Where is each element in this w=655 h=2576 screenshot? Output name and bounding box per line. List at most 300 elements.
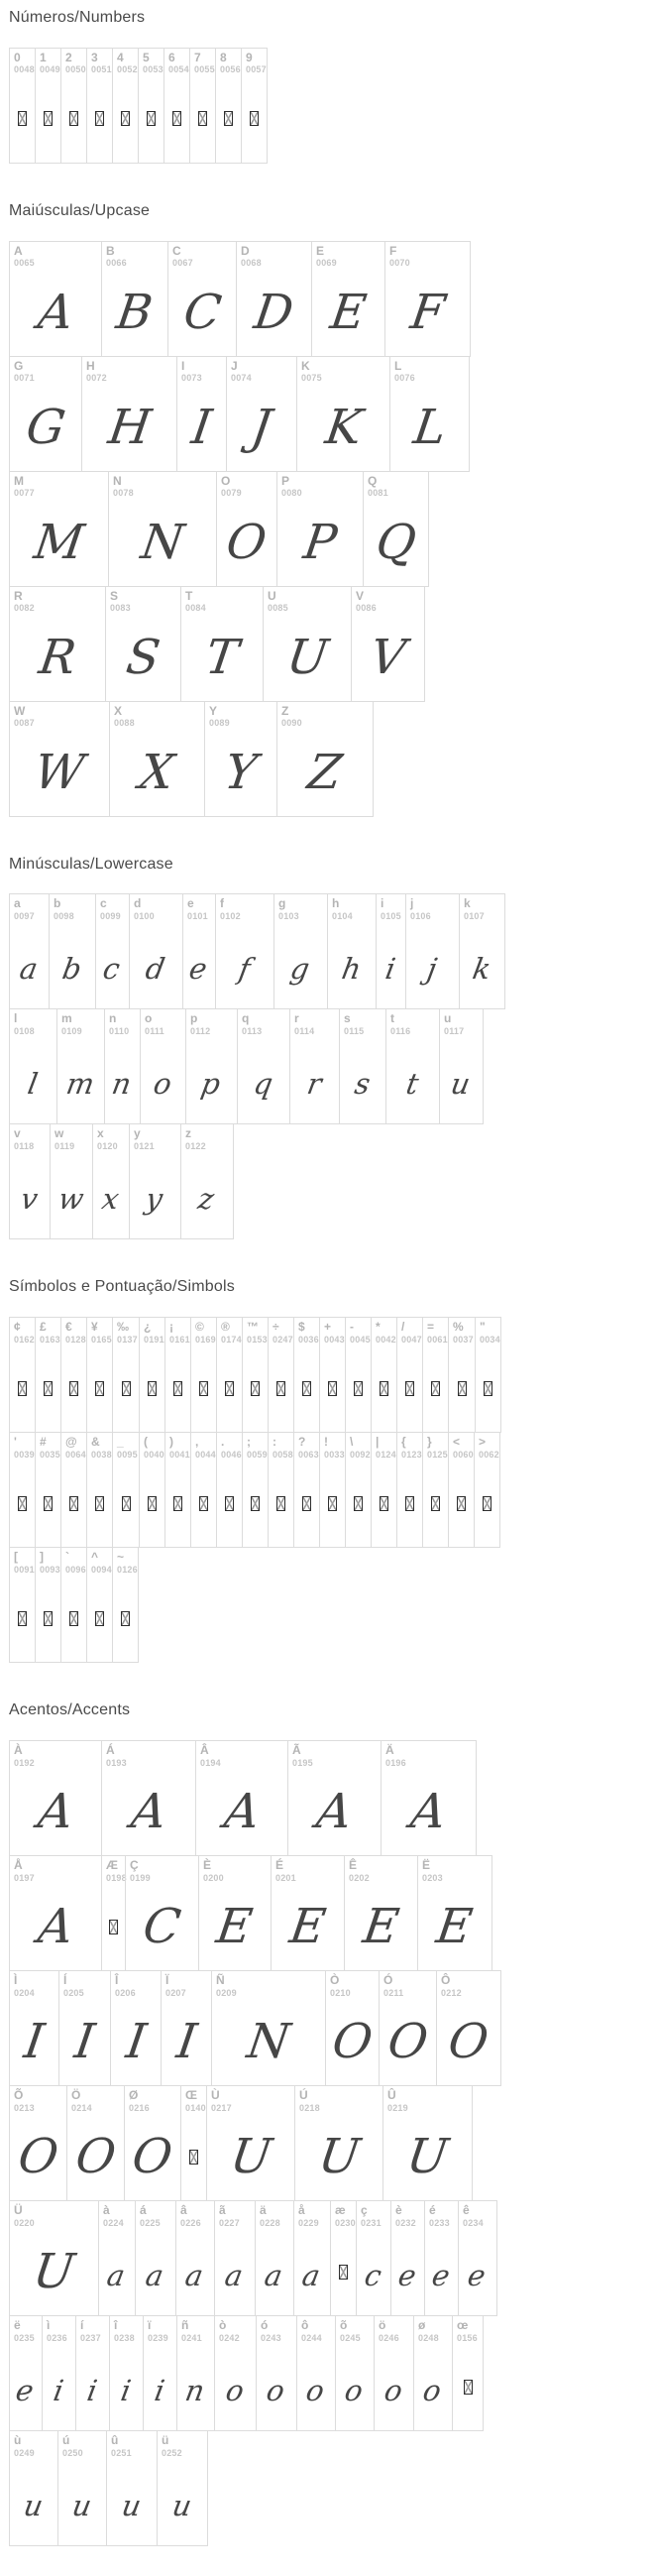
glyph-area <box>277 729 373 816</box>
missing-glyph-icon <box>302 1381 311 1396</box>
char-cell-0105 <box>376 893 406 1009</box>
glyph-sample: a <box>104 2258 129 2292</box>
char-label: ® <box>221 1320 230 1335</box>
char-cell-header <box>102 1741 195 1768</box>
char-cell-header <box>375 2316 413 2343</box>
char-cell-header <box>215 2316 256 2343</box>
glyph-area <box>10 2458 57 2545</box>
char-cell-0103 <box>273 893 328 1009</box>
glyph-sample: A <box>313 1784 356 1839</box>
char-label: ø <box>418 2317 426 2332</box>
char-cell-0247 <box>268 1317 294 1433</box>
char-cell-header <box>113 1433 139 1460</box>
char-cell-0079 <box>216 471 277 587</box>
unicode-label: 0096 <box>65 1564 86 1575</box>
unicode-label: 0100 <box>134 910 155 921</box>
glyph-area <box>57 1036 104 1123</box>
char-label: y <box>134 1126 141 1141</box>
unicode-label: 0067 <box>172 258 193 269</box>
char-cell-0044 <box>190 1432 217 1548</box>
char-cell-0119 <box>50 1123 93 1239</box>
char-cell-header <box>61 1548 86 1575</box>
unicode-label: 0217 <box>211 2102 232 2113</box>
unicode-label: 0088 <box>114 718 135 729</box>
char-label: ñ <box>181 2317 189 2332</box>
glyph-sample: M <box>30 514 88 570</box>
glyph-area <box>10 1768 101 1855</box>
char-cell-header <box>397 1433 422 1460</box>
char-cell-0231 <box>356 2200 391 2316</box>
char-label: D <box>241 243 250 258</box>
char-label: V <box>356 588 365 603</box>
char-cell-header <box>423 1433 448 1460</box>
char-cell-header <box>10 1971 58 1998</box>
char-cell-header <box>105 1009 140 1036</box>
unicode-label: 0118 <box>14 1140 35 1151</box>
char-cell-0248 <box>413 2315 453 2431</box>
glyph-area <box>87 1345 112 1432</box>
unicode-label: 0244 <box>301 2332 322 2343</box>
glyph-area <box>61 1460 86 1547</box>
char-label: ¡ <box>169 1320 173 1335</box>
glyph-area <box>176 2228 214 2315</box>
char-cell-header <box>297 2316 335 2343</box>
section-title-uppercase: Maiúsculas/Upcase <box>9 201 151 219</box>
glyph-sample: C <box>140 1899 184 1954</box>
char-cell-0206 <box>110 1970 162 2086</box>
glyph-area <box>158 2458 207 2545</box>
char-cell-0117 <box>439 1008 484 1124</box>
char-cell-header <box>130 894 182 921</box>
char-label: ã <box>219 2202 226 2217</box>
char-label: 4 <box>117 50 124 64</box>
glyph-sample: a <box>17 951 41 986</box>
char-cell-header <box>217 1318 242 1345</box>
unicode-label: 0191 <box>144 1334 164 1345</box>
char-label: 9 <box>246 50 253 64</box>
char-label: Î <box>115 1972 119 1987</box>
glyph-area <box>217 1345 242 1432</box>
unicode-label: 0234 <box>463 2217 484 2228</box>
unicode-label: 0238 <box>114 2332 135 2343</box>
char-label: ™ <box>247 1320 259 1335</box>
char-cell-0094 <box>86 1547 113 1663</box>
char-cell-0070 <box>384 241 471 357</box>
unicode-label: 0115 <box>344 1025 365 1036</box>
missing-glyph-icon <box>95 1611 104 1626</box>
char-cell-header <box>183 894 215 921</box>
glyph-sample: G <box>22 399 69 455</box>
section-title-numbers: Números/Numbers <box>9 9 146 26</box>
char-cell-header <box>10 894 49 921</box>
char-label: É <box>275 1857 284 1872</box>
unicode-label: 0092 <box>350 1449 371 1460</box>
glyph-area <box>340 1036 385 1123</box>
glyph-area <box>10 269 101 356</box>
unicode-label: 0250 <box>62 2447 83 2458</box>
unicode-label: 0211 <box>383 1987 404 1998</box>
glyph-area <box>297 2343 335 2430</box>
unicode-label: 0095 <box>117 1449 138 1460</box>
char-row <box>9 1317 655 1433</box>
unicode-label: 0192 <box>14 1757 35 1768</box>
char-label: W <box>14 703 26 718</box>
glyph-sample: q <box>251 1066 275 1101</box>
glyph-area <box>297 384 389 471</box>
char-cell-header <box>257 2316 296 2343</box>
unicode-label: 0232 <box>395 2217 416 2228</box>
glyph-area <box>352 614 424 701</box>
char-cell-0108 <box>9 1008 57 1124</box>
char-cell-header <box>139 49 164 75</box>
char-cell-0251 <box>106 2430 158 2546</box>
char-cell-header <box>177 2316 214 2343</box>
char-cell-header <box>162 1971 211 1998</box>
char-row <box>9 893 655 1009</box>
missing-glyph-icon <box>121 1611 130 1626</box>
unicode-label: 0125 <box>427 1449 448 1460</box>
char-cell-0227 <box>214 2200 256 2316</box>
glyph-sample: A <box>220 1784 264 1839</box>
char-cell-0111 <box>140 1008 186 1124</box>
char-cell-header <box>320 1433 345 1460</box>
glyph-sample: g <box>287 951 313 986</box>
char-label: | <box>376 1435 380 1450</box>
char-label: Á <box>106 1742 115 1757</box>
glyph-sample: u <box>21 2488 46 2522</box>
char-cell-header <box>288 1741 381 1768</box>
glyph-area <box>312 269 384 356</box>
char-label: ç <box>361 2202 368 2217</box>
char-cell-0226 <box>175 2200 215 2316</box>
char-cell-0191 <box>139 1317 165 1433</box>
char-label: " <box>480 1320 486 1335</box>
unicode-label: 0169 <box>195 1334 216 1345</box>
char-label: d <box>134 896 142 911</box>
unicode-label: 0099 <box>100 910 121 921</box>
char-label: ) <box>169 1435 173 1450</box>
glyph-area <box>216 921 273 1008</box>
glyph-area <box>364 499 428 586</box>
char-label: i <box>381 896 384 911</box>
glyph-sample: B <box>113 284 157 340</box>
char-cell-header <box>191 1433 216 1460</box>
unicode-label: 0230 <box>335 2217 356 2228</box>
glyph-sample: X <box>136 744 178 800</box>
char-cell-header <box>294 1433 319 1460</box>
unicode-label: 0195 <box>292 1757 313 1768</box>
unicode-label: 0075 <box>301 373 322 384</box>
char-label: Ú <box>299 2087 308 2102</box>
char-cell-0203 <box>417 1855 492 1971</box>
char-label: Í <box>63 1972 67 1987</box>
char-label: p <box>190 1011 198 1026</box>
char-cell-0048 <box>9 48 36 164</box>
unicode-label: 0242 <box>219 2332 240 2343</box>
char-row <box>9 356 655 472</box>
glyph-area <box>130 921 182 1008</box>
char-cell-header <box>383 2086 472 2113</box>
glyph-area <box>380 1998 436 2085</box>
char-label: l <box>14 1011 18 1026</box>
char-cell-header <box>168 242 236 269</box>
char-row <box>9 1547 655 1663</box>
char-cell-0207 <box>161 1970 212 2086</box>
glyph-area <box>391 2228 424 2315</box>
glyph-area <box>10 1151 50 1238</box>
unicode-label: 0237 <box>80 2332 101 2343</box>
glyph-area <box>67 2113 124 2200</box>
section-lowercase <box>9 857 655 1240</box>
char-label: ¢ <box>14 1320 21 1335</box>
char-label: G <box>14 358 24 373</box>
char-cell-header <box>340 1009 385 1036</box>
char-label: , <box>195 1435 199 1450</box>
char-cell-header <box>437 1971 500 1998</box>
unicode-label: 0228 <box>260 2217 280 2228</box>
char-cell-0162 <box>9 1317 36 1433</box>
char-cell-0088 <box>109 701 205 817</box>
char-cell-0097 <box>9 893 50 1009</box>
unicode-label: 0156 <box>457 2332 478 2343</box>
char-cell-header <box>106 587 180 614</box>
unicode-label: 0102 <box>220 910 241 921</box>
char-cell-header <box>199 1856 271 1883</box>
missing-glyph-icon <box>109 1920 118 1934</box>
unicode-label: 0083 <box>110 603 131 614</box>
glyph-area <box>102 269 167 356</box>
unicode-label: 0059 <box>247 1449 268 1460</box>
glyph-area <box>168 269 236 356</box>
unicode-label: 0239 <box>148 2332 168 2343</box>
unicode-label: 0051 <box>91 64 112 75</box>
char-label: 6 <box>168 50 175 64</box>
unicode-label: 0086 <box>356 603 377 614</box>
char-label: â <box>180 2202 187 2217</box>
char-cell-0089 <box>204 701 277 817</box>
char-cell-0210 <box>325 1970 380 2086</box>
missing-glyph-icon <box>95 111 104 126</box>
glyph-sample: i <box>152 2373 167 2407</box>
char-cell-header <box>87 1318 112 1345</box>
glyph-area <box>109 499 216 586</box>
char-cell-0236 <box>42 2315 76 2431</box>
char-label: H <box>86 358 95 373</box>
glyph-area <box>336 2343 374 2430</box>
char-cell-0234 <box>458 2200 497 2316</box>
char-cell-0062 <box>474 1432 500 1548</box>
char-cell-0116 <box>385 1008 440 1124</box>
char-cell-0241 <box>176 2315 215 2431</box>
glyph-area <box>345 1883 417 1970</box>
glyph-area <box>423 1345 448 1432</box>
char-row <box>9 2430 655 2546</box>
char-label: 3 <box>91 50 98 64</box>
glyph-sample: c <box>362 2258 384 2292</box>
glyph-area <box>215 2343 256 2430</box>
char-cell-header <box>331 2201 356 2228</box>
char-cell-header <box>326 1971 379 1998</box>
char-cell-header <box>453 2316 483 2343</box>
char-cell-header <box>277 702 373 729</box>
char-label: K <box>301 358 310 373</box>
glyph-area <box>440 1036 483 1123</box>
glyph-area <box>215 2228 255 2315</box>
char-label: : <box>273 1435 276 1450</box>
char-cell-0237 <box>75 2315 110 2431</box>
char-cell-header <box>99 2201 135 2228</box>
glyph-sample: J <box>248 399 275 455</box>
unicode-label: 0057 <box>246 64 267 75</box>
char-cell-header <box>87 49 112 75</box>
unicode-label: 0246 <box>379 2332 399 2343</box>
char-cell-header <box>61 1318 86 1345</box>
char-row <box>9 241 655 357</box>
char-label: ! <box>324 1435 328 1450</box>
glyph-area <box>372 1345 396 1432</box>
glyph-area <box>136 2228 175 2315</box>
unicode-label: 0219 <box>387 2102 408 2113</box>
unicode-label: 0068 <box>241 258 262 269</box>
char-label: ( <box>144 1435 148 1450</box>
char-cell-0084 <box>180 586 264 702</box>
char-cell-0077 <box>9 471 109 587</box>
glyph-sample: u <box>448 1066 474 1101</box>
char-cell-header <box>243 1433 268 1460</box>
missing-glyph-icon <box>380 1381 388 1396</box>
char-cell-header <box>386 1009 439 1036</box>
missing-glyph-icon <box>122 1496 131 1511</box>
char-cell-0246 <box>374 2315 414 2431</box>
char-label: k <box>464 896 471 911</box>
glyph-sample: A <box>34 284 77 340</box>
char-cell-header <box>144 2316 176 2343</box>
char-label: g <box>278 896 286 911</box>
char-label: r <box>294 1011 299 1026</box>
char-label: Ø <box>129 2087 139 2102</box>
char-cell-header <box>181 587 263 614</box>
glyph-area <box>425 2228 458 2315</box>
char-label: © <box>195 1320 204 1335</box>
char-cell-0114 <box>289 1008 340 1124</box>
char-label: [ <box>14 1550 18 1565</box>
char-label: - <box>350 1320 354 1335</box>
char-label: õ <box>340 2317 348 2332</box>
glyph-area <box>165 1460 190 1547</box>
missing-glyph-icon <box>18 1611 27 1626</box>
glyph-sample: U <box>30 2244 78 2299</box>
char-row <box>9 2315 655 2431</box>
unicode-label: 0252 <box>162 2447 182 2458</box>
char-cell-header <box>109 472 216 499</box>
unicode-label: 0052 <box>117 64 138 75</box>
glyph-sample: o <box>342 2373 367 2407</box>
char-cell-header <box>372 1318 396 1345</box>
missing-glyph-icon <box>250 111 259 126</box>
char-cell-0075 <box>296 356 390 472</box>
glyph-area <box>96 921 129 1008</box>
char-cell-header <box>10 2086 66 2113</box>
missing-glyph-icon <box>302 1496 311 1511</box>
glyph-sample: t <box>403 1066 421 1101</box>
glyph-area <box>274 921 327 1008</box>
glyph-area <box>190 75 215 163</box>
section-title-accents: Acentos/Accents <box>9 1701 131 1719</box>
unicode-label: 0037 <box>453 1334 474 1345</box>
char-cell-header <box>43 2316 75 2343</box>
glyph-area <box>144 2343 176 2430</box>
glyph-area <box>102 1768 195 1855</box>
unicode-label: 0081 <box>368 488 388 499</box>
glyph-area <box>10 1345 35 1432</box>
glyph-area <box>264 614 351 701</box>
char-cell-header <box>10 2431 57 2458</box>
missing-glyph-icon <box>121 111 130 126</box>
char-label: v <box>14 1126 21 1141</box>
glyph-area <box>110 2343 143 2430</box>
char-cell-0042 <box>371 1317 397 1433</box>
unicode-label: 0103 <box>278 910 299 921</box>
glyph-area <box>126 1883 198 1970</box>
glyph-sample: o <box>223 2373 247 2407</box>
glyph-sample: K <box>321 399 366 455</box>
glyph-area <box>113 1460 139 1547</box>
glyph-sample: O <box>383 2014 432 2069</box>
char-cell-header <box>449 1318 475 1345</box>
glyph-area <box>397 1460 422 1547</box>
unicode-label: 0248 <box>418 2332 439 2343</box>
unicode-label: 0065 <box>14 258 35 269</box>
glyph-area <box>423 1460 448 1547</box>
char-cell-header <box>382 1741 476 1768</box>
unicode-label: 0066 <box>106 258 127 269</box>
char-label: Ù <box>211 2087 220 2102</box>
glyph-sample: I <box>71 2014 98 2069</box>
char-cell-header <box>141 1009 185 1036</box>
glyph-sample: I <box>172 2014 200 2069</box>
char-label: I <box>181 358 185 373</box>
glyph-sample: o <box>151 1066 174 1101</box>
char-label: J <box>231 358 238 373</box>
char-cell-0096 <box>60 1547 87 1663</box>
char-cell-0233 <box>424 2200 459 2316</box>
char-label: t <box>390 1011 394 1026</box>
glyph-sample: o <box>303 2373 328 2407</box>
glyph-area <box>43 2343 75 2430</box>
char-cell-0120 <box>92 1123 130 1239</box>
glyph-area <box>165 1345 190 1432</box>
glyph-sample: W <box>31 744 88 800</box>
glyph-area <box>130 1151 180 1238</box>
char-label: Æ <box>106 1857 118 1872</box>
char-label: { <box>401 1435 406 1450</box>
glyph-sample: e <box>395 2258 419 2292</box>
char-label: S <box>110 588 119 603</box>
unicode-label: 0216 <box>129 2102 150 2113</box>
unicode-label: 0235 <box>14 2332 35 2343</box>
char-label: Ë <box>422 1857 431 1872</box>
char-cell-0086 <box>351 586 425 702</box>
char-label: Ó <box>383 1972 393 1987</box>
unicode-label: 0101 <box>187 910 208 921</box>
char-cell-header <box>10 1433 35 1460</box>
glyph-area <box>372 1460 396 1547</box>
char-cell-header <box>165 1433 190 1460</box>
glyph-area <box>181 1151 233 1238</box>
unicode-label: 0202 <box>349 1872 370 1883</box>
missing-glyph-icon <box>95 1381 104 1396</box>
char-cell-header <box>459 2201 496 2228</box>
